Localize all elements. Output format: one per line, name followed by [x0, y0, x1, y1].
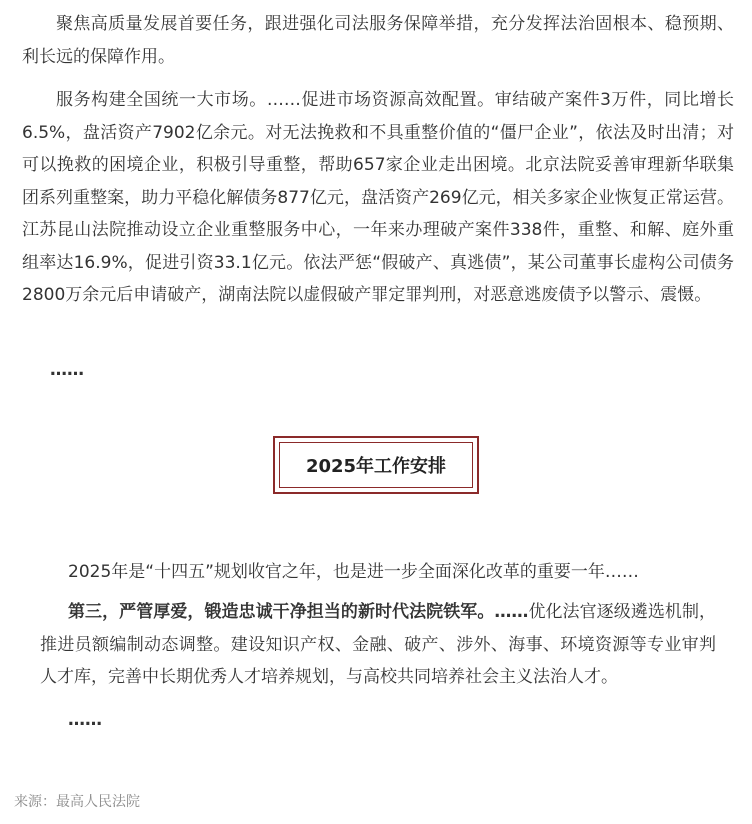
paragraph-court-team-heading: 第三，严管厚爱，锻造忠诚干净担当的新时代法院铁军。…… — [68, 602, 529, 622]
section-title: 2025年工作安排 — [279, 442, 473, 488]
paragraph-intro: 聚焦高质量发展首要任务，跟进强化司法服务保障举措，充分发挥法治固根本、稳预期、利长远的保障作用。 — [22, 14, 734, 67]
section-title-box — [273, 436, 479, 494]
paragraph-2025-overview: 2025年是“十四五”规划收官之年，也是进一步全面深化改革的重要一年…… — [68, 562, 639, 582]
paragraph-court-team-body: 优化法官逐级遴选机制，推进员额编制动态调整。建设知识产权、金融、破产、涉外、海事、环境资源等专业审判人才库，完善中长期优秀人才培养规划，与高校共同培养社会主义法治人才。 — [40, 602, 717, 687]
source-caption: 来源：最高人民法院 — [14, 794, 140, 810]
ellipsis-2: …… — [68, 710, 102, 730]
ellipsis-1: …… — [50, 360, 84, 380]
paragraph-court-team — [40, 596, 716, 694]
paragraph-unified-market: 服务构建全国统一大市场。……促进市场资源高效配置。审结破产案件3万件，同比增长6.5%，盘活资产7902亿余元。对无法挽救和不具重整价值的“僵尸企业”，依法及时出清；对可以挽救的困境企业，积极引导重整，帮助657家企业走出困境。北京法院妥善审理新华联集团系列重整案，助力平稳化解债务877亿元，盘活资产269亿元，相关多家企业恢复正常运营。江苏昆山法院推动设立企业重整服务中心，一年来办理破产案件338件，重整、和解、庭外重组率达16.9%，促进引资33.1亿元。依法严惩“假破产、真逃债”，某公司董事长虚构公司债务2800万余元后申请破产，湖南法院以虚假破产罪定罪判刑，对恶意逃废债予以警示、震慑。 — [22, 90, 734, 305]
